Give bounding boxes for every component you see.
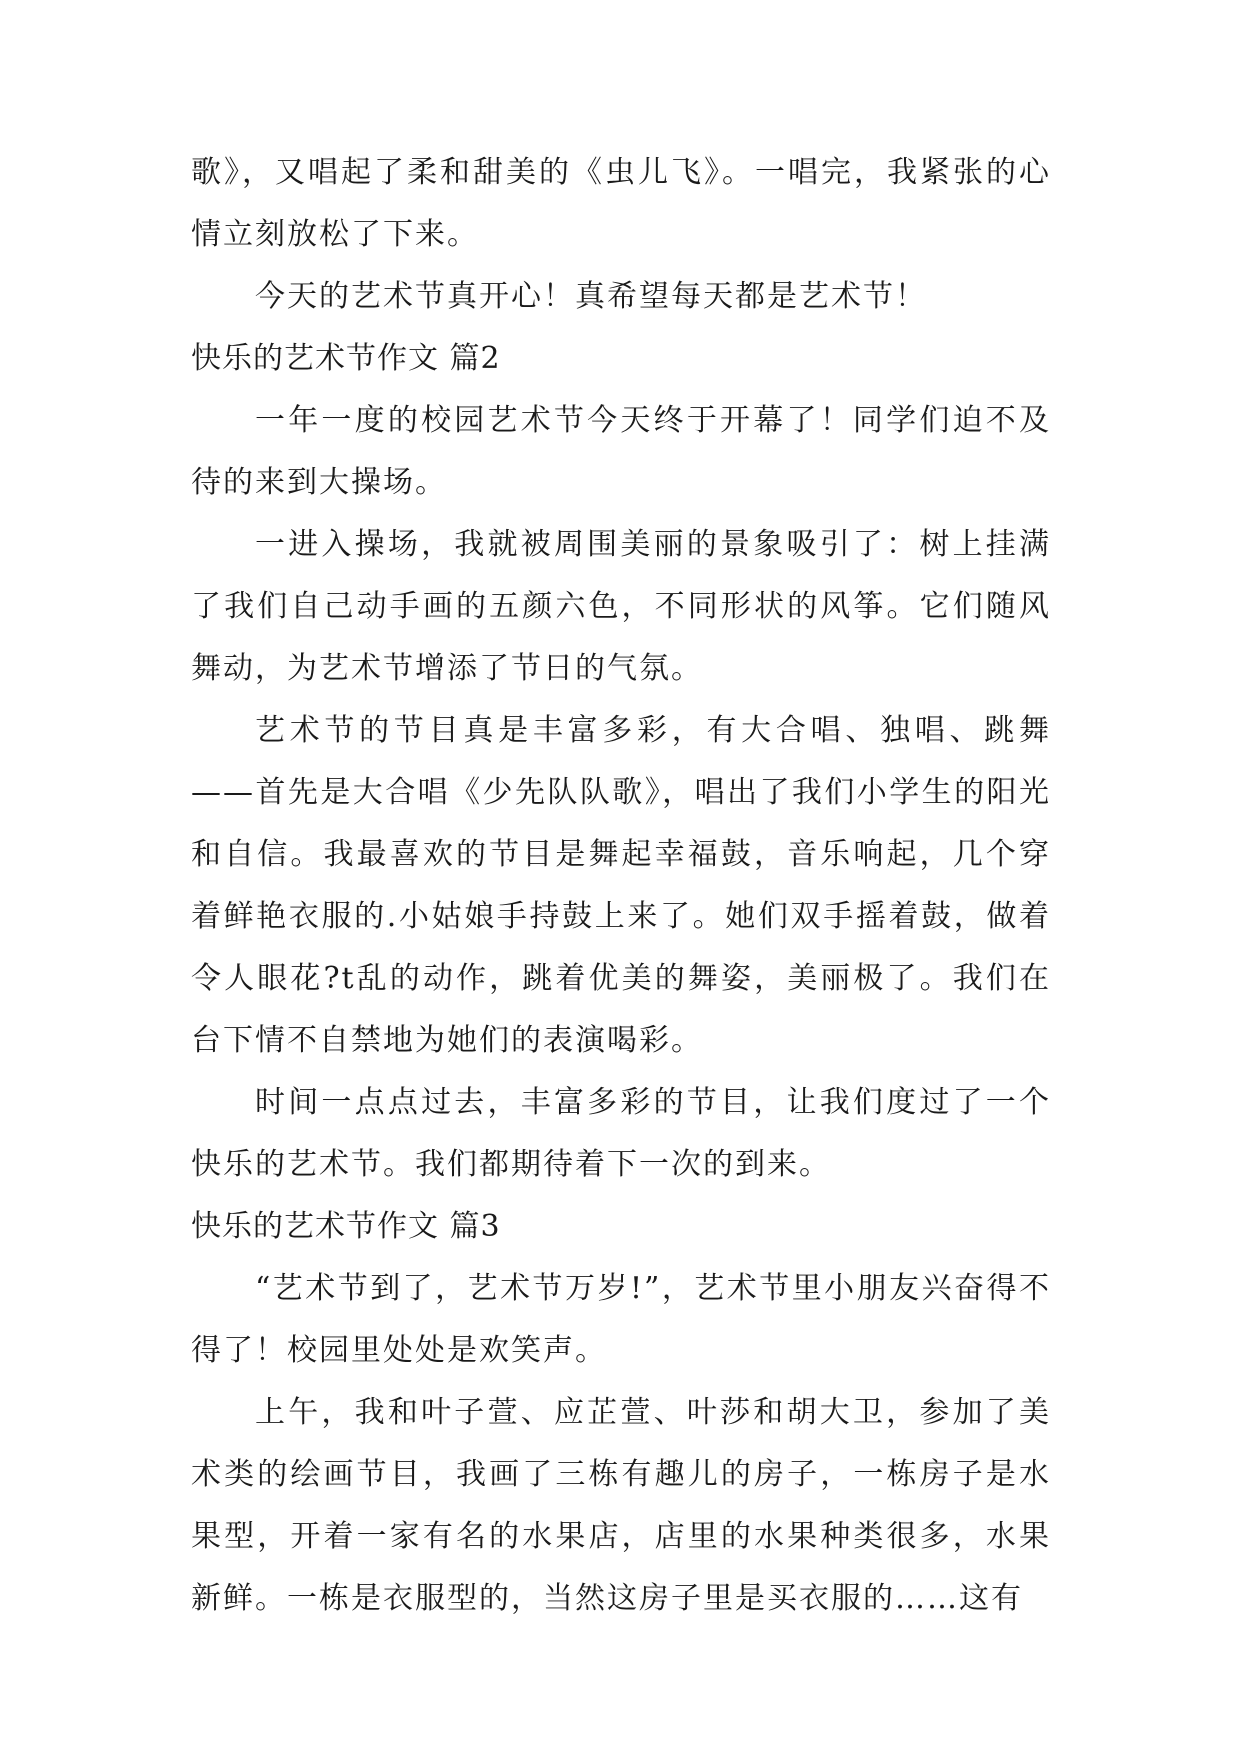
section-heading-3: 快乐的艺术节作文 篇3 bbox=[191, 1209, 501, 1244]
paragraph-closing: 今天的艺术节真开心！真希望每天都是艺术节！ bbox=[255, 279, 927, 314]
paragraph: 一年一度的校园艺术节今天终于开幕了！同学们迫不及待的来到大操场。 bbox=[191, 403, 1051, 500]
document-body bbox=[191, 142, 1051, 1630]
paragraph-continuation: 歌》，又唱起了柔和甜美的《虫儿飞》。一唱完，我紧张的心情立刻放松了下来。 bbox=[191, 155, 1051, 252]
section-heading-2: 快乐的艺术节作文 篇2 bbox=[191, 341, 501, 376]
paragraph: 上午，我和叶子萱、应芷萱、叶莎和胡大卫，参加了美术类的绘画节目，我画了三栋有趣儿的房子，一栋房子是水果型，开着一家有名的水果店，店里的水果种类很多，水果新鲜。一栋是衣服型的，当然这房子里是买衣服的……这有 bbox=[191, 1395, 1051, 1616]
paragraph: “艺术节到了，艺术节万岁!”，艺术节里小朋友兴奋得不得了！校园里处处是欢笑声。 bbox=[191, 1271, 1051, 1368]
paragraph: 时间一点点过去，丰富多彩的节目，让我们度过了一个快乐的艺术节。我们都期待着下一次的到来。 bbox=[191, 1085, 1051, 1182]
paragraph: 一进入操场，我就被周围美丽的景象吸引了：树上挂满了我们自己动手画的五颜六色，不同形状的风筝。它们随风舞动，为艺术节增添了节日的气氛。 bbox=[191, 527, 1051, 686]
paragraph: 艺术节的节目真是丰富多彩，有大合唱、独唱、跳舞——首先是大合唱《少先队队歌》，唱出了我们小学生的阳光和自信。我最喜欢的节目是舞起幸福鼓，音乐响起，几个穿着鲜艳衣服的.小姑娘手持鼓上来了。她们双手摇着鼓，做着令人眼花?t乱的动作，跳着优美的舞姿，美丽极了。我们在台下情不自禁地为她们的表演喝彩。 bbox=[191, 713, 1051, 1058]
